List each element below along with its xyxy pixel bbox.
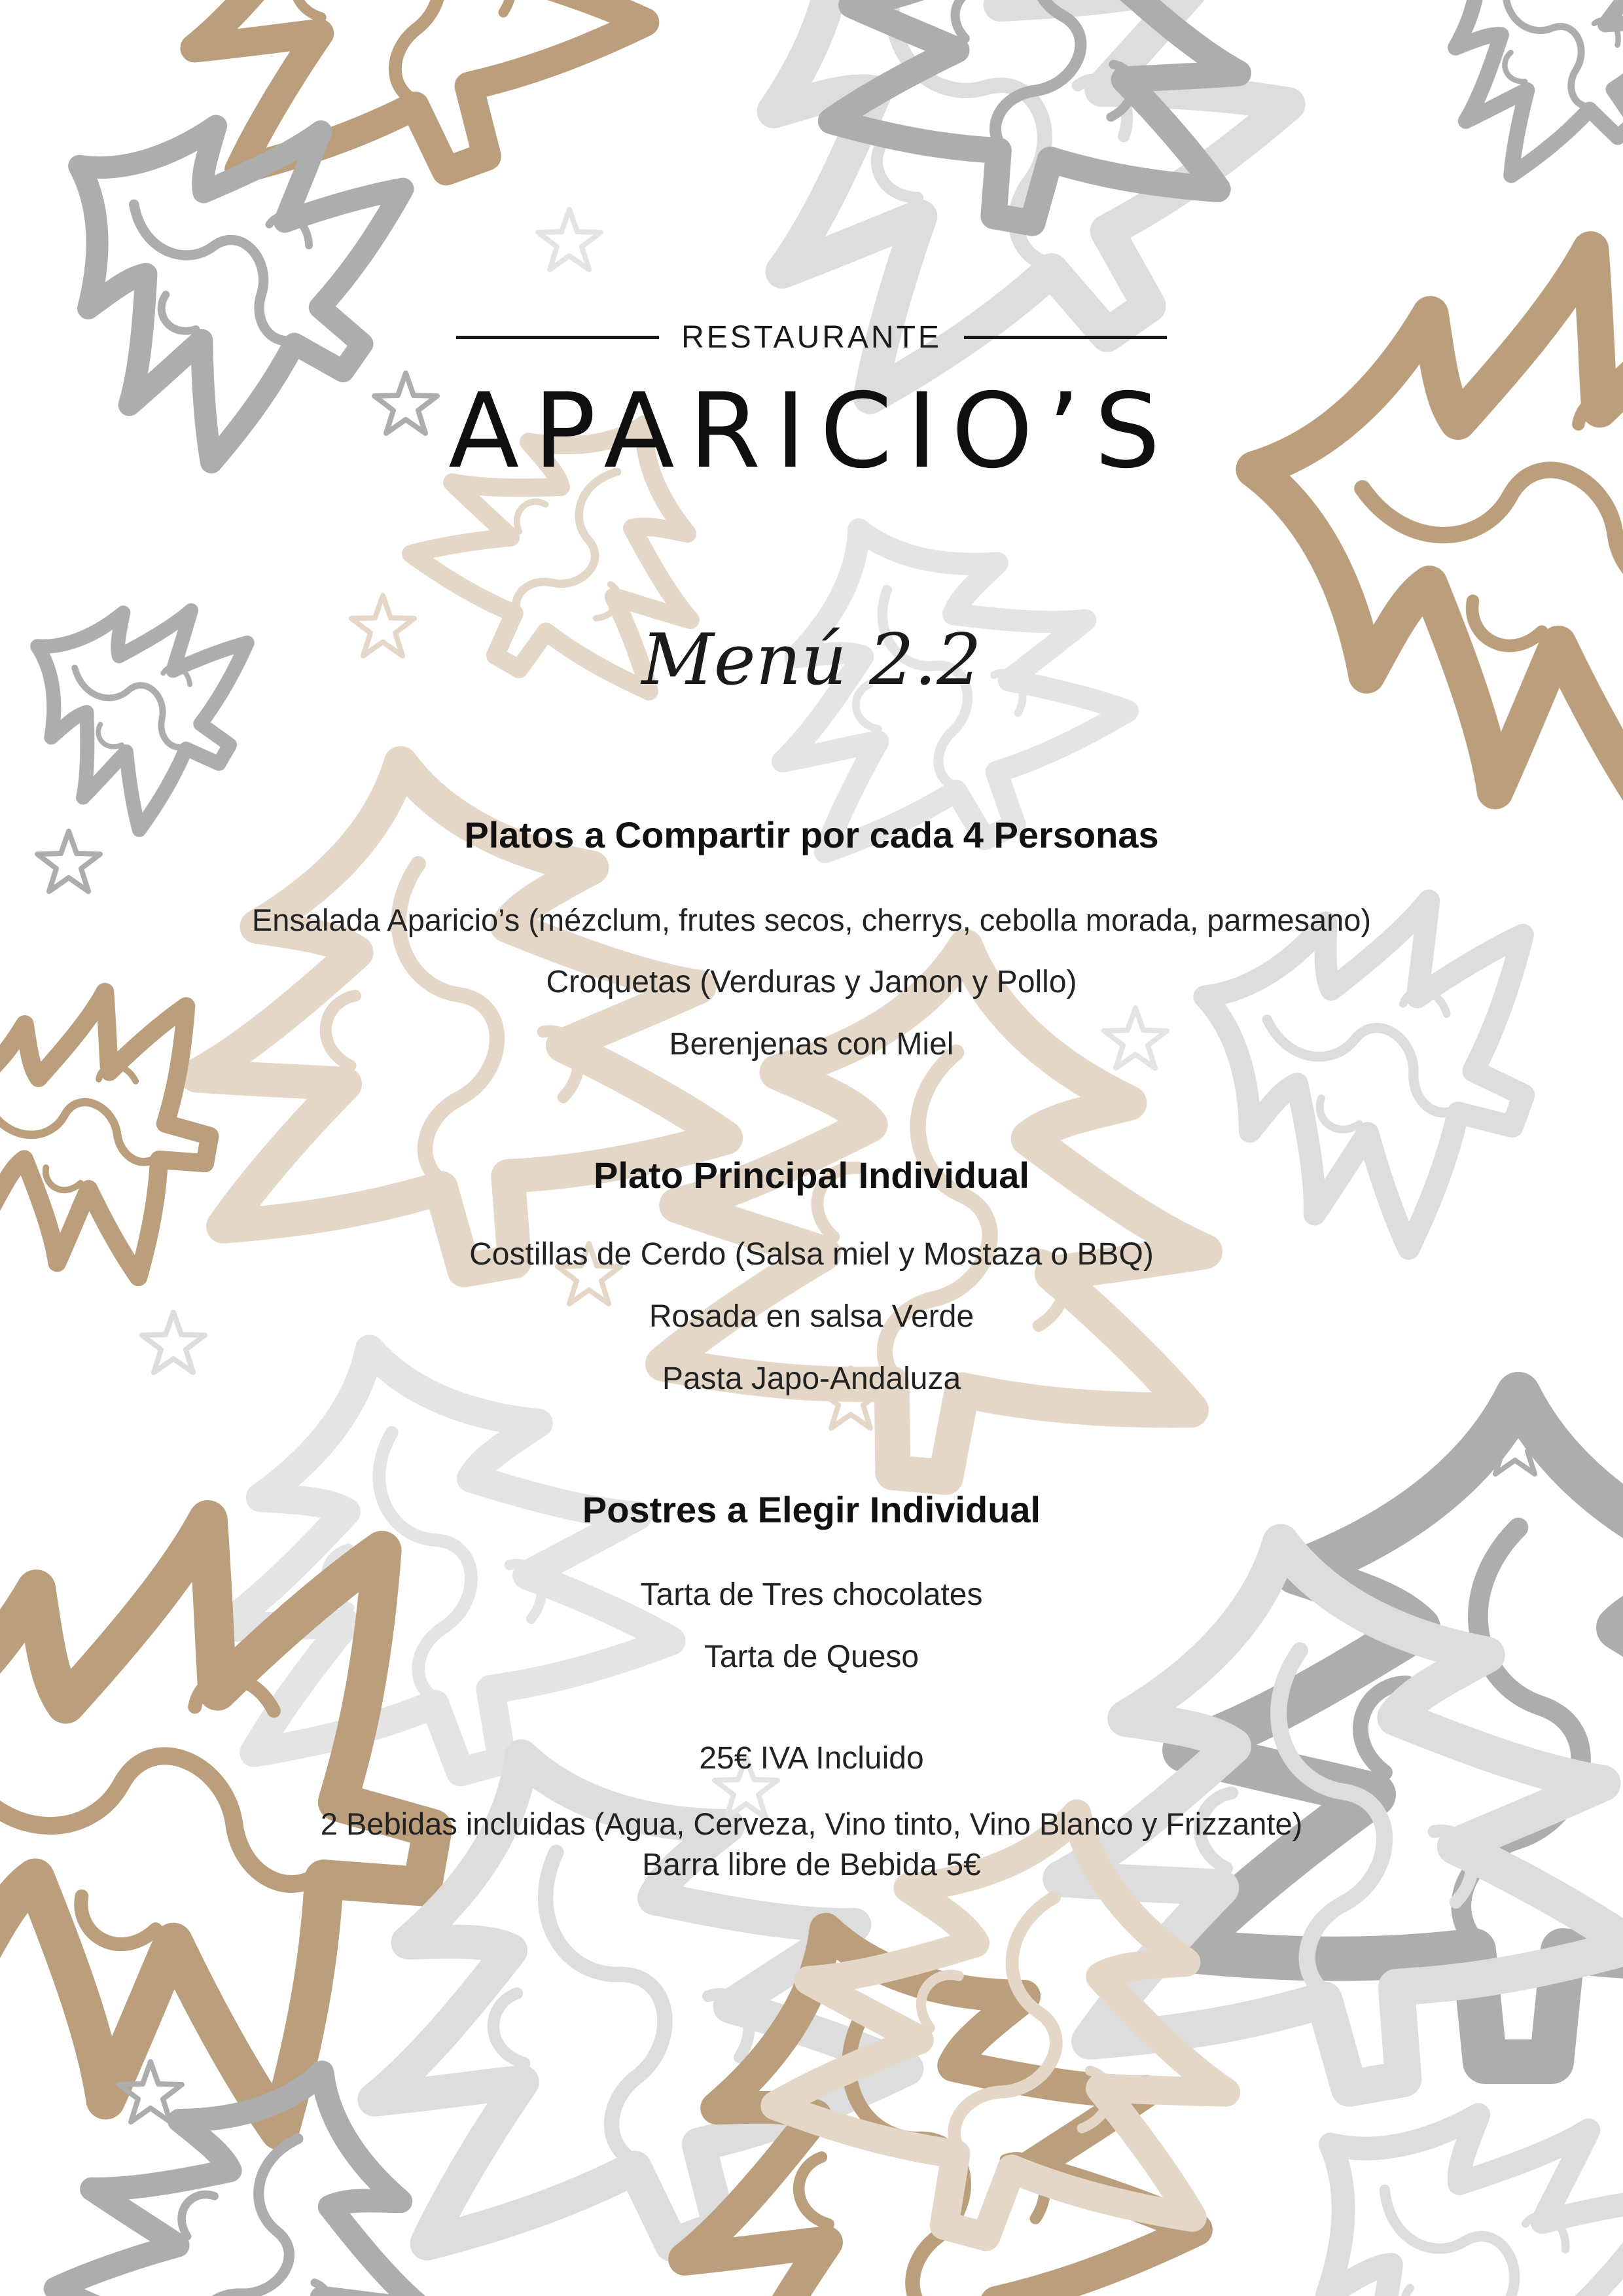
price-text: 25€ IVA Incluido [699, 1741, 924, 1776]
section-title-postres: Postres a Elegir Individual [582, 1489, 1041, 1530]
menu-item: Tarta de Tres chocolates [640, 1577, 983, 1612]
menu-item: Croquetas (Verduras y Jamon y Pollo) [546, 965, 1077, 999]
menu-item: Pasta Japo-Andaluza [662, 1361, 961, 1396]
menu-item: Costillas de Cerdo (Salsa miel y Mostaza o BBQ) [469, 1237, 1154, 1272]
menu-item: Ensalada Aparicio’s (mézclum, frutes secos, cherrys, cebolla morada, parmesano) [251, 903, 1372, 937]
kicker-rule-right [964, 336, 1167, 339]
menu-item: Rosada en salsa Verde [649, 1299, 974, 1334]
section-title-compartir: Platos a Compartir por cada 4 Personas [464, 814, 1159, 855]
menu-title: Menú 2.2 [641, 619, 982, 701]
brand-kicker [0, 319, 1623, 355]
menu-item: Tarta de Queso [704, 1640, 919, 1674]
drinks-included-text: 2 Bebidas incluidas (Agua, Cerveza, Vino tinto, Vino Blanco y Frizzante) [320, 1806, 1303, 1841]
kicker-rule-left [456, 336, 659, 339]
menu-item: Berenjenas con Miel [669, 1027, 954, 1062]
restaurant-logo-name: APARICIO’S [448, 371, 1175, 492]
section-title-principal: Plato Principal Individual [594, 1155, 1029, 1196]
open-bar-text: Barra libre de Bebida 5€ [642, 1848, 981, 1882]
kicker-text: RESTAURANTE [681, 320, 942, 355]
